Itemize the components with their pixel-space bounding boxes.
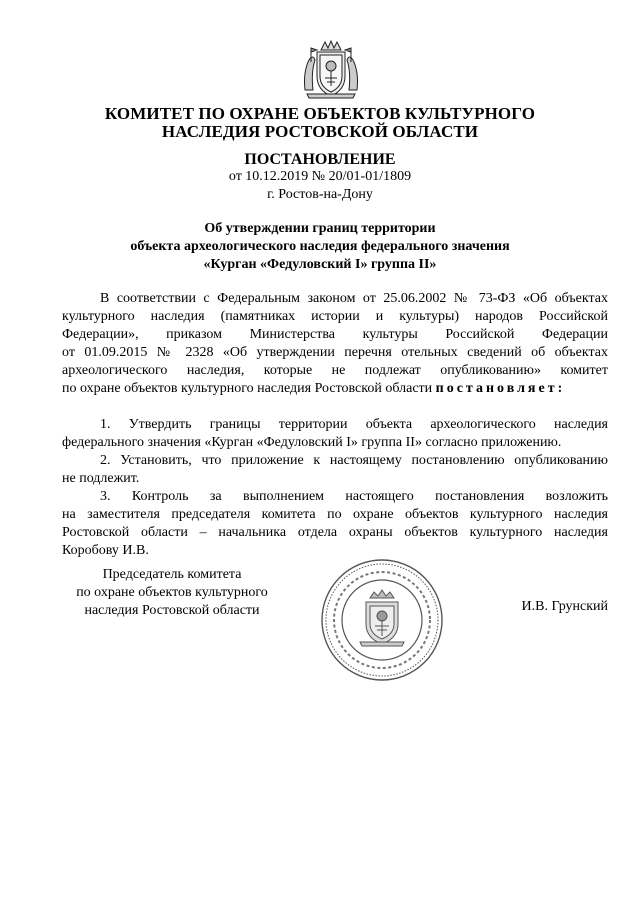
item3-line2: на заместителя председателя комитета по охране объектов культурного наследия (62, 507, 608, 522)
subject-line3: «Курган «Федуловский I» группа II» (203, 257, 437, 272)
document-date-number: от 10.12.2019 № 20/01-01/1809 (228, 169, 412, 184)
item2-line2: не подлежит. (62, 471, 140, 486)
signatory-position-line3: наследия Ростовской области (84, 603, 260, 618)
preamble-line1: В соответствии с Федеральным законом от 25.06.2002 № 73-ФЗ «Об объектах (100, 291, 608, 306)
item3-line4: Коробову И.В. (62, 543, 149, 558)
preamble-line5: археологического наследия, которые не подлежат опубликованию» комитет (62, 363, 608, 378)
subject-line2: объекта археологического наследия федерального значения (130, 239, 510, 254)
item2-line1: 2. Установить, что приложение к настоящему постановлению опубликованию (100, 453, 608, 468)
subject-line1: Об утверждении границ территории (204, 221, 436, 236)
preamble-line6 (62, 380, 608, 398)
preamble-line2: культурного наследия (памятниках истории и культуры) народов Российской (62, 309, 608, 324)
document-city: г. Ростов-на-Дону (267, 187, 373, 202)
item3-line3: Ростовской области – начальника отдела охраны объектов культурного наследия (62, 525, 608, 540)
preamble-line3: Федерации», приказом Министерства культуры Российской Федерации (62, 327, 608, 342)
item1-line2: федерального значения «Курган «Федуловский I» группа II» согласно приложению. (62, 435, 562, 450)
preamble-line6-text: по охране объектов культурного наследия Ростовской области (62, 381, 433, 396)
organization-name-line2: НАСЛЕДИЯ РОСТОВСКОЙ ОБЛАСТИ (161, 122, 479, 141)
signatory-position-line2: по охране объектов культурного (76, 585, 268, 600)
document-type: ПОСТАНОВЛЕНИЕ (244, 151, 396, 168)
official-seal-icon (320, 558, 444, 682)
preamble-line4: от 01.09.2015 № 2328 «Об утверждении перечня отельных сведений об объектах (62, 345, 608, 360)
item1-line1: 1. Утвердить границы территории объекта археологического наследия (100, 417, 608, 432)
signatory-name: И.В. Грунский (521, 599, 608, 614)
coat-of-arms-icon (299, 38, 363, 102)
item3-line1: 3. Контроль за выполнением настоящего постановления возложить (100, 489, 608, 504)
resolves-word: постановляет: (435, 381, 566, 396)
signatory-position-line1: Председатель комитета (102, 567, 242, 582)
organization-name-line1: КОМИТЕТ ПО ОХРАНЕ ОБЪЕКТОВ КУЛЬТУРНОГО (104, 104, 536, 123)
